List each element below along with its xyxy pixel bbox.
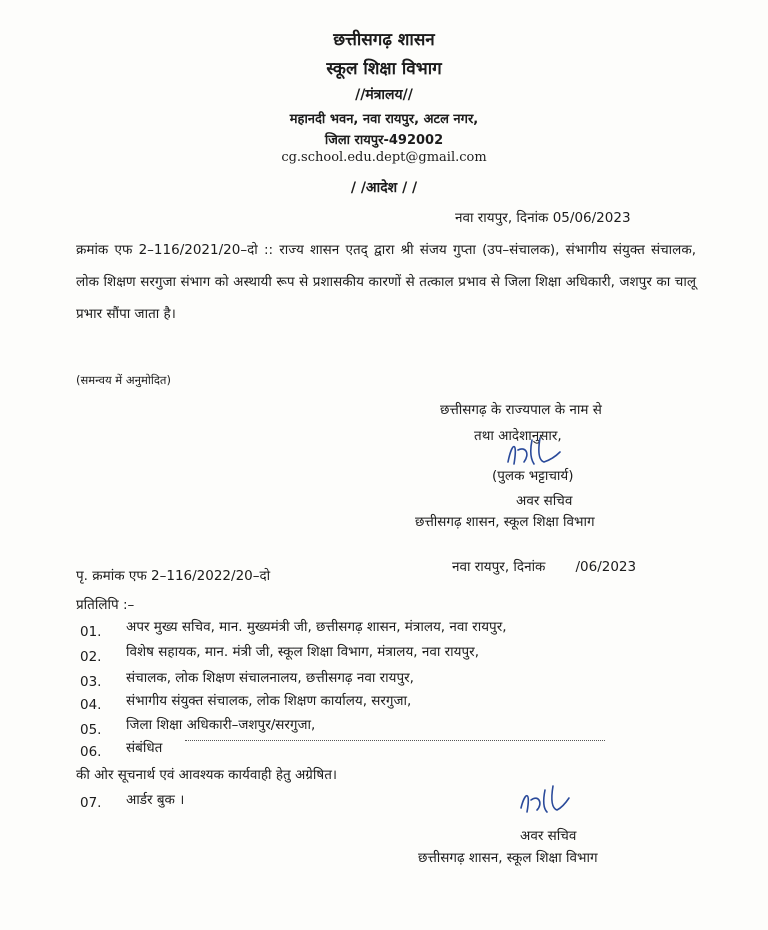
- signatory-office: छत्तीसगढ़ शासन, स्कूल शिक्षा विभाग: [415, 514, 595, 530]
- copy-label: प्रतिलिपि :–: [76, 597, 135, 613]
- recipient-text-5: जिला शिक्षा अधिकारी–जशपुर/सरगुजा,: [126, 717, 316, 733]
- signatory-designation: अवर सचिव: [516, 493, 573, 509]
- recipient-num-1: 01.: [80, 624, 102, 640]
- blank-dotted-line: [185, 740, 605, 741]
- recipient-text-4: संभागीय संयुक्त संचालक, लोक शिक्षण कार्यालय, सरगुजा,: [126, 693, 412, 709]
- recipient-text-1: अपर मुख्य सचिव, मान. मुख्यमंत्री जी, छत्तीसगढ़ शासन, मंत्रालय, नवा रायपुर,: [126, 619, 507, 635]
- recipient-text-6: संबंधित: [126, 740, 163, 756]
- signatory-line-2: तथा आदेशानुसार,: [474, 428, 562, 444]
- address-line-2: जिला रायपुर-492002: [324, 133, 444, 148]
- recipient-num-6: 06.: [80, 744, 102, 760]
- recipient-num-5: 05.: [80, 722, 102, 738]
- signature-2: [515, 780, 575, 820]
- forward-note: की ओर सूचनार्थ एवं आवश्यक कार्यवाही हेतु अग्रेषित।: [76, 767, 338, 783]
- endorsement-date: नवा रायपुर, दिनांक /06/2023: [452, 559, 637, 575]
- endorsement-designation: अवर सचिव: [520, 828, 577, 844]
- recipient-text-2: विशेष सहायक, मान. मंत्री जी, स्कूल शिक्षा विभाग, मंत्रालय, नवा रायपुर,: [126, 644, 479, 660]
- recipient-text-3: संचालक, लोक शिक्षण संचालनालय, छत्तीसगढ़ नवा रायपुर,: [126, 670, 414, 686]
- address-line-1: महानदी भवन, नवा रायपुर, अटल नगर,: [289, 112, 479, 127]
- department-heading: स्कूल शिक्षा विभाग: [326, 59, 442, 79]
- government-heading: छत्तीसगढ़ शासन: [333, 30, 435, 50]
- signatory-name: (पुलक भट्टाचार्य): [492, 468, 574, 484]
- recipient-num-4: 04.: [80, 697, 102, 713]
- signatory-line-1: छत्तीसगढ़ के राज्यपाल के नाम से: [440, 402, 602, 418]
- recipient-num-2: 02.: [80, 649, 102, 665]
- approval-note: (समन्वय में अनुमोदित): [76, 373, 171, 387]
- endorsement-office: छत्तीसगढ़ शासन, स्कूल शिक्षा विभाग: [418, 850, 598, 866]
- order-title: / /आदेश / /: [350, 180, 418, 196]
- recipient-num-3: 03.: [80, 674, 102, 690]
- endorsement-number: पृ. क्रमांक एफ 2–116/2022/20–दो: [76, 568, 271, 584]
- email-address: cg.school.edu.dept@gmail.com: [281, 150, 487, 165]
- recipient-num-7: 07.: [80, 795, 102, 811]
- ministry-heading: //मंत्रालय//: [355, 87, 413, 103]
- order-date: नवा रायपुर, दिनांक 05/06/2023: [455, 210, 631, 226]
- order-body: क्रमांक एफ 2–116/2021/20–दो :: राज्य शासन एतद् द्वारा श्री संजय गुप्ता (उप–संचालक), संभागीय संयुक्त संचालक, लोक शिक्षण सरगुजा संभाग को अस्थायी रूप से प्रशासकीय कारणों से तत्काल प्रभाव से जिला शिक्षा अधिकारी, जशपुर का चालू प्रभार सौंपा जाता है।: [76, 242, 696, 322]
- recipient-text-7: आर्डर बुक ।: [126, 792, 185, 808]
